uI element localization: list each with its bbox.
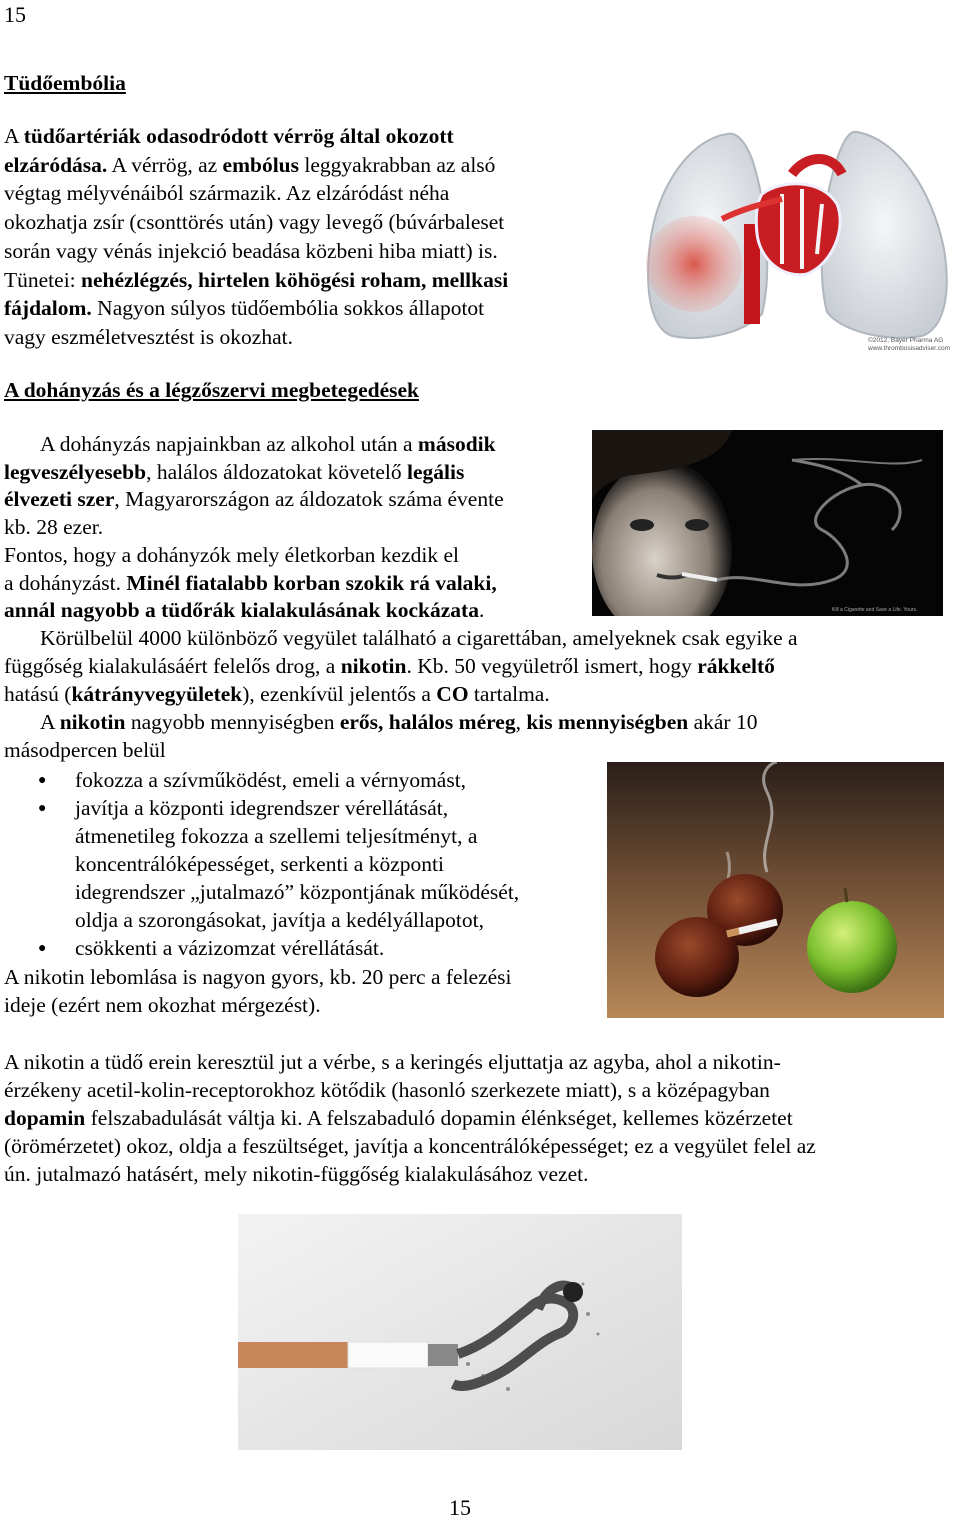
text-run: nikotin xyxy=(340,654,407,678)
text-run: tartalma. xyxy=(468,682,550,706)
section2-p5-line xyxy=(4,1161,589,1188)
text-run: kb. 28 ezer. xyxy=(4,515,104,540)
section2-p4-line: A nikotin lebomlása is nagyon gyors, kb. 20 perc a felezési xyxy=(4,965,512,989)
text-run: akár 10 xyxy=(688,710,758,734)
text-run: erős, halálos méreg xyxy=(339,710,516,734)
text-run: A xyxy=(4,124,24,148)
image-credit-1: ©2012, Bayer Pharma AG xyxy=(868,337,944,344)
text-run: hatású ( xyxy=(4,682,72,706)
text-run: fájdalom. xyxy=(4,296,92,321)
section1-line xyxy=(4,238,498,265)
text-run: . xyxy=(478,598,485,623)
section2-p5-line xyxy=(4,1049,781,1076)
text-run: A nikotin a tüdő erein keresztül jut a vérbe, s a keringés eljuttatja az agyba, ahol a nikotin- xyxy=(4,1050,781,1074)
text-run: nehézlégzés, hirtelen köhögési roham, mellkasi xyxy=(81,267,509,292)
section2-p2-line xyxy=(4,653,775,680)
section2-intro-line xyxy=(4,486,504,513)
text-run: során vagy vénás injekció beadása közbeni hiba miatt) is. xyxy=(4,238,498,263)
section2-p4-line: ideje (ezért nem okozhat mérgezést). xyxy=(4,993,321,1017)
section1-line xyxy=(4,180,449,207)
section2-p2-line xyxy=(40,625,798,652)
section1-line xyxy=(4,267,508,294)
apples-photo xyxy=(607,762,944,1018)
text-run: vagy eszméletvesztést is okozhat. xyxy=(4,324,293,349)
section2-intro-line xyxy=(4,459,464,486)
text-run: függőség kialakulásáért felelős drog, a xyxy=(4,654,341,678)
text-run: tüdőartériák odasodródott vérrög által okozott xyxy=(23,124,454,148)
bullet-item-line: oldja a szorongásokat, javítja a kedélyállapotot, xyxy=(75,908,484,932)
text-run: kátrányvegyületek xyxy=(71,682,243,706)
section2-intro-line xyxy=(4,542,459,569)
text-run: élvezeti szer xyxy=(4,487,115,512)
section1-line xyxy=(4,152,495,179)
text-run: a dohányzást. xyxy=(4,570,127,595)
text-run: Körülbelül 4000 különböző vegyület található a cigarettában, amelyeknek csak egyike a xyxy=(40,626,798,650)
section2-p2-line xyxy=(4,681,550,708)
page-number-bottom: 15 xyxy=(449,1495,471,1520)
text-run: , xyxy=(515,710,527,734)
text-run: ), ezenkívül jelentős a xyxy=(242,682,437,706)
text-run: legveszélyesebb xyxy=(4,459,147,484)
section1-line xyxy=(4,209,504,236)
bullet-marker: ● xyxy=(38,773,47,788)
section2-p3-line xyxy=(40,709,757,736)
text-run: rákkeltő xyxy=(697,654,775,678)
text-run: végtag mélyvénáiból származik. Az elzáródást néha xyxy=(4,181,450,206)
section2-intro-line xyxy=(4,597,484,624)
text-run: (örömérzetet) okoz, oldja a feszültséget, javítja a koncentrálóképességet; ez a vegyület felel az xyxy=(4,1134,816,1158)
text-run: felszabadulását váltja ki. A felszabaduló dopamin élénkséget, kellemes közérzetet xyxy=(85,1106,793,1130)
bullet-item-line: átmenetileg fokozza a szellemi teljesítményt, a xyxy=(75,824,478,848)
text-run: legális xyxy=(407,459,465,484)
section2-intro-line xyxy=(4,570,497,597)
section2-intro-line xyxy=(4,514,103,541)
text-run: Fontos, hogy a dohányzók mely életkorban kezdik el xyxy=(4,542,459,567)
section-title-pulmonary-embolism: Tüdőembólia xyxy=(4,71,126,95)
section2-p5-line xyxy=(4,1077,770,1104)
text-run: dopamin xyxy=(4,1106,86,1130)
section2-p5-line xyxy=(4,1133,816,1160)
smoker-photo xyxy=(592,430,943,616)
section1-line xyxy=(4,295,484,322)
section2-p3-line xyxy=(4,737,166,764)
text-run: másodpercen belül xyxy=(4,738,166,762)
text-run: Tünetei: xyxy=(4,267,82,292)
section-title-smoking: A dohányzás és a légzőszervi megbetegedések xyxy=(4,378,419,402)
text-run: érzékeny acetil-kolin-receptorokhoz kötődik (hasonló szerkezete miatt), s a középagyban xyxy=(4,1078,770,1102)
bullet-item-line: javítja a központi idegrendszer vérellátását, xyxy=(75,796,449,820)
bullet-marker: ● xyxy=(38,941,47,956)
text-run: leggyakrabban az alsó xyxy=(299,152,496,177)
page-number-top: 15 xyxy=(4,2,26,27)
text-run: kis mennyiségben xyxy=(526,710,689,734)
text-run: A vérrög, az xyxy=(107,152,223,177)
section1-line xyxy=(4,123,454,150)
text-run: okozhatja zsír (csonttörés után) vagy levegő (búvárbaleset xyxy=(4,210,505,235)
photo-caption: Kill a Cigarette and Save a Life. Yours. xyxy=(832,607,918,613)
bullet-item-line: fokozza a szívműködést, emeli a vérnyomást, xyxy=(75,768,467,792)
section1-line xyxy=(4,324,293,351)
text-run: ún. jutalmazó hatásért, mely nikotin-függőség kialakulásához vezet. xyxy=(4,1162,589,1186)
bullet-item-line: idegrendszer „jutalmazó” központjának működését, xyxy=(75,880,520,904)
section2-p5-line xyxy=(4,1105,793,1132)
text-run: , halálos áldozatokat követelő xyxy=(146,459,408,484)
text-run: második xyxy=(417,432,496,456)
text-run: CO xyxy=(436,682,469,706)
bullet-item-line: koncentrálóképességet, serkenti a központi xyxy=(75,852,444,876)
text-run: Nagyon súlyos tüdőembólia sokkos állapotot xyxy=(91,296,485,321)
text-run: , Magyarországon az áldozatok száma évente xyxy=(114,487,504,512)
cigarette-ash-photo xyxy=(238,1214,682,1450)
text-run: . Kb. 50 vegyületről ismert, hogy xyxy=(406,654,698,678)
text-run: elzáródása. xyxy=(4,152,108,177)
text-run: nikotin xyxy=(59,710,126,734)
text-run: A dohányzás napjainkban az alkohol után a xyxy=(40,432,418,456)
bullet-marker: ● xyxy=(38,801,47,816)
section2-intro-line xyxy=(40,431,496,458)
text-run: annál nagyobb a tüdőrák kialakulásának kockázata xyxy=(4,598,479,623)
text-run: A xyxy=(40,710,60,734)
text-run: nagyobb mennyiségben xyxy=(125,710,340,734)
lungs-heart-illustration xyxy=(632,124,958,354)
text-run: Minél fiatalabb korban szokik rá valaki, xyxy=(126,570,497,595)
text-run: embólus xyxy=(222,152,300,177)
bullet-item-line: csökkenti a vázizomzat vérellátását. xyxy=(75,936,385,960)
image-credit-2: www.thrombosisadviser.com xyxy=(868,345,950,352)
